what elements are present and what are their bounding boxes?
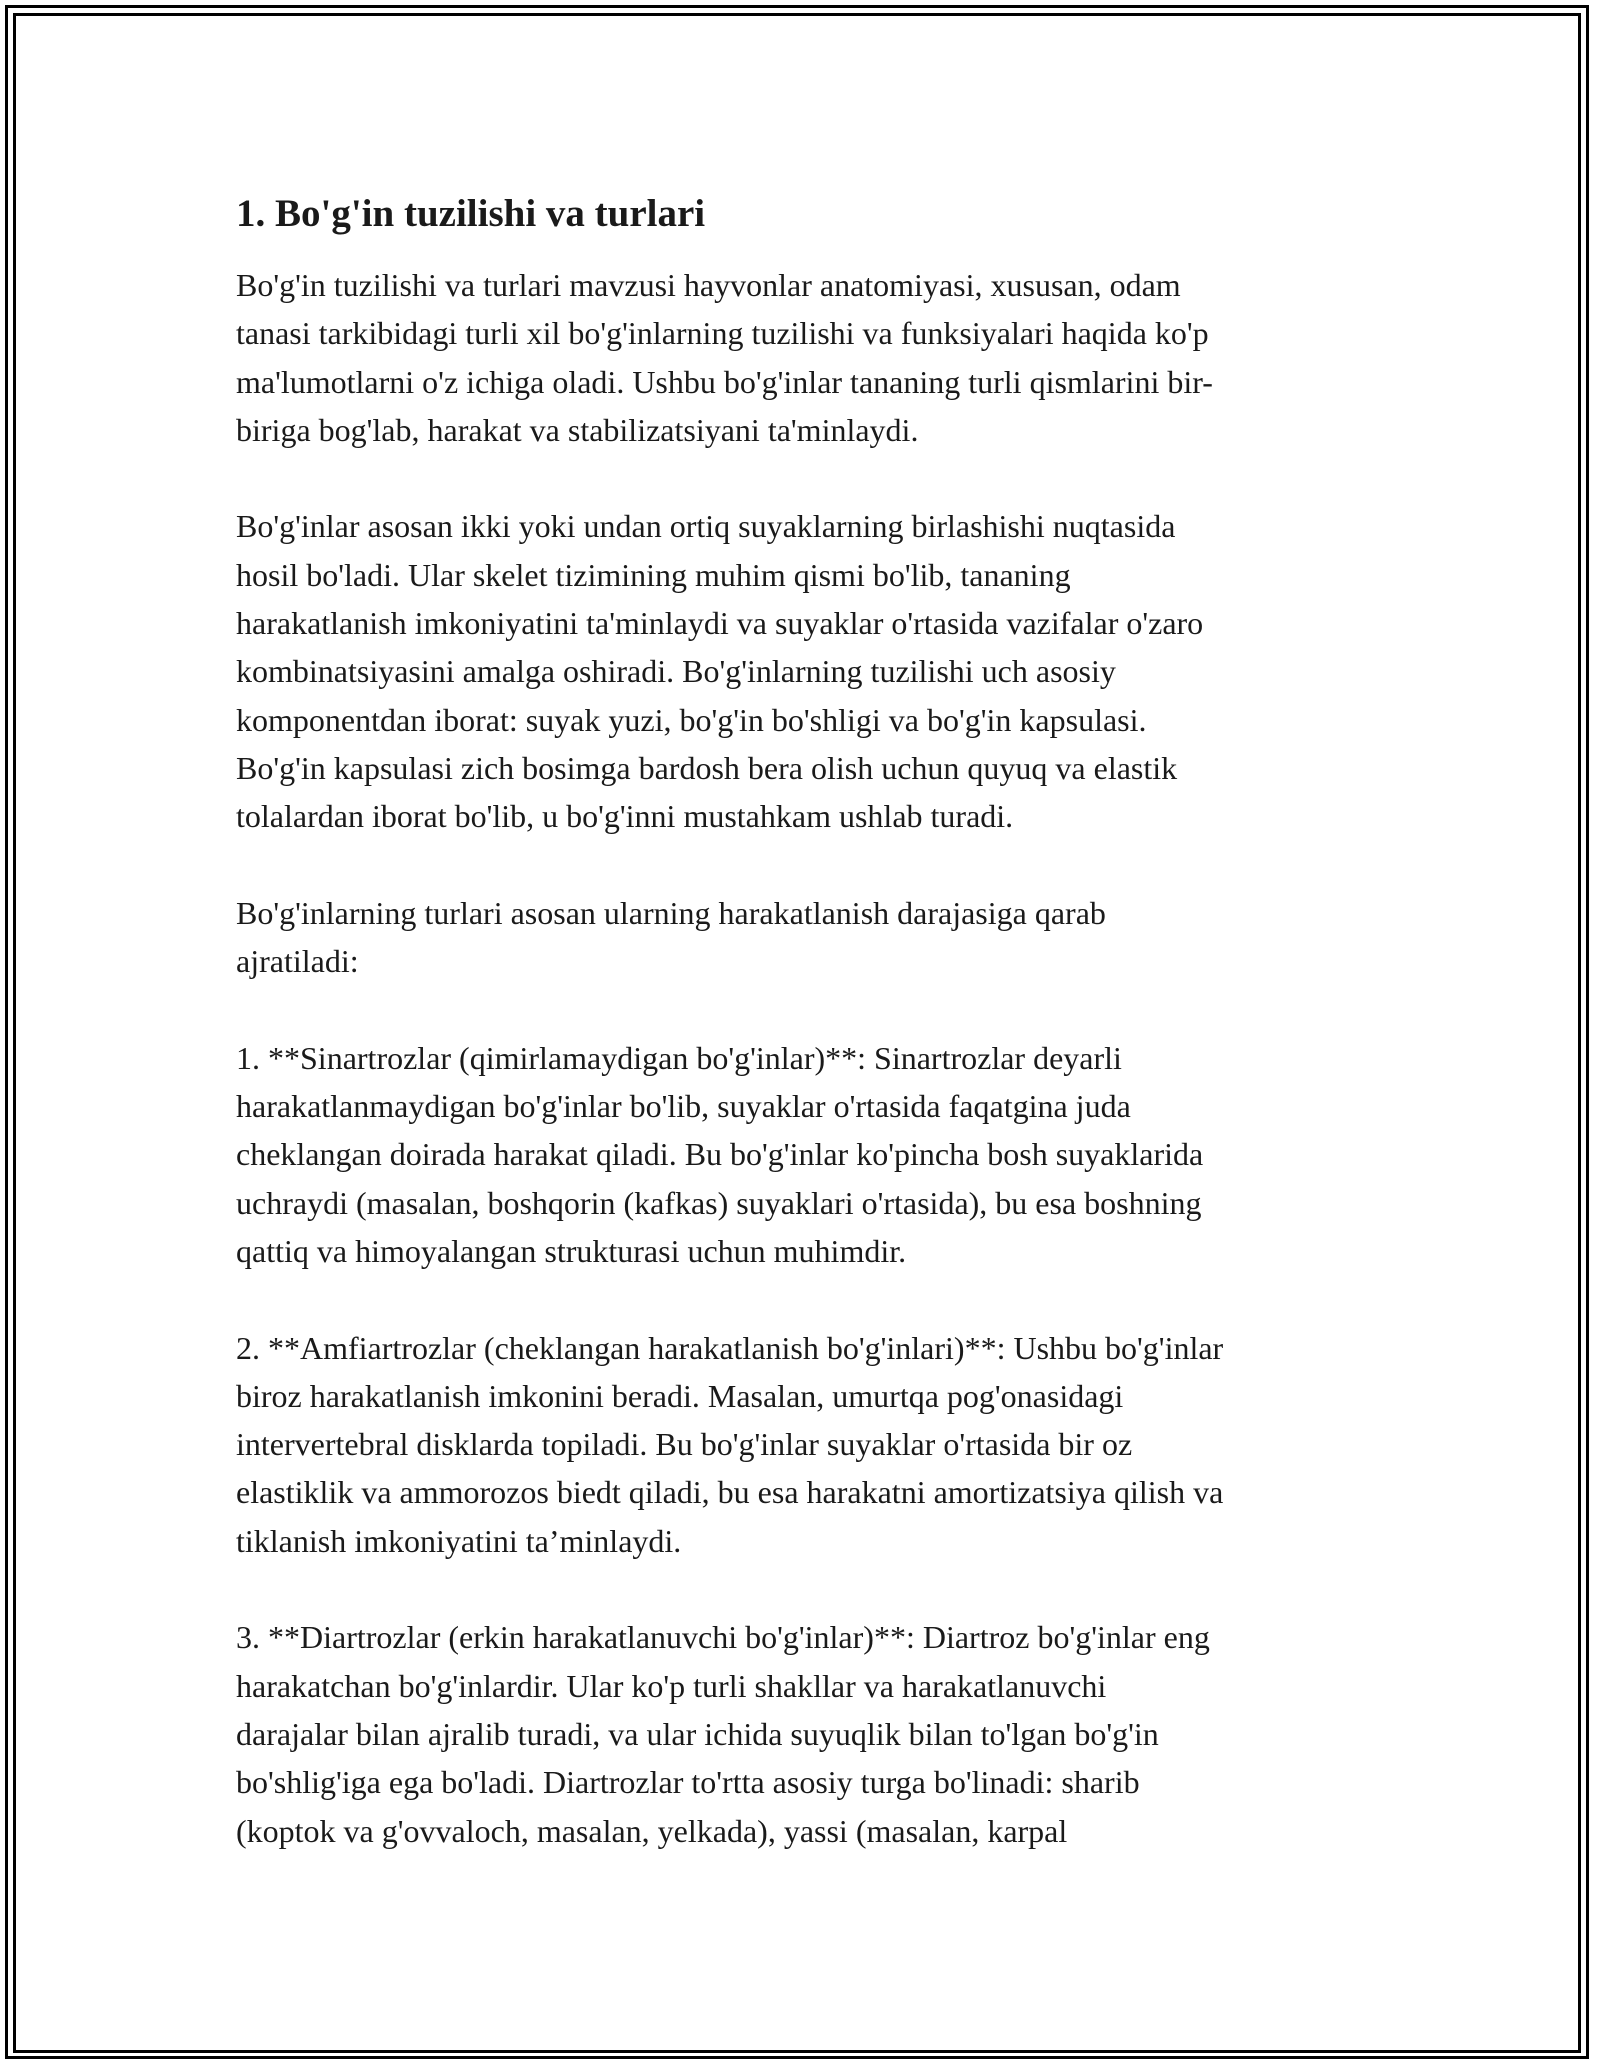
- document-body: [236, 190, 1376, 1903]
- text-line: Bo'g'in tuzilishi va turlari mavzusi hayvonlar anatomiyasi, xususan, odam: [236, 267, 1181, 303]
- text-line: Bo'g'inlar asosan ikki yoki undan ortiq suyaklarning birlashishi nuqtasida: [236, 508, 1176, 545]
- text-line: harakatchan bo'g'inlardir. Ular ko'p turli shakllar va harakatlanuvchi: [236, 1667, 1107, 1704]
- paragraph-list: [236, 261, 1376, 1855]
- text-line: qattiq va himoyalangan strukturasi uchun muhimdir.: [236, 1232, 907, 1269]
- paragraph: [236, 261, 1376, 454]
- text-line: uchraydi (masalan, boshqorin (kafkas) suyaklari o'rtasida), bu esa boshning: [236, 1184, 1202, 1221]
- text-line: Bo'g'in kapsulasi zich bosimga bardosh bera olish uchun quyuq va elastik: [236, 749, 1178, 786]
- text-line: tanasi tarkibidagi turli xil bo'g'inlarning tuzilishi va funksiyalari haqida ko'p: [236, 315, 1209, 352]
- text-line: tiklanish imkoniyatini ta’minlaydi.: [236, 1522, 682, 1559]
- text-line: komponentdan iborat: suyak yuzi, bo'g'in bo'shligi va bo'g'in kapsulasi.: [236, 701, 1147, 738]
- text-line: (koptok va g'ovvaloch, masalan, yelkada), yassi (masalan, karpal: [236, 1812, 1068, 1849]
- text-line: biroz harakatlanish imkonini beradi. Masalan, umurtqa pog'onasidagi: [236, 1377, 1124, 1414]
- text-line: biriga bog'lab, harakat va stabilizatsiyani ta'minlaydi.: [236, 411, 919, 448]
- text-line: 2. **Amfiartrozlar (cheklangan harakatlanish bo'g'inlari)**: Ushbu bo'g'inlar: [236, 1329, 1224, 1366]
- paragraph: [236, 889, 1376, 986]
- text-line: harakatlanish imkoniyatini ta'minlaydi va suyaklar o'rtasida vazifalar o'zaro: [236, 605, 1204, 642]
- text-line: darajalar bilan ajralib turadi, va ular ichida suyuqlik bilan to'lgan bo'g'in: [236, 1715, 1159, 1752]
- paragraph: [236, 1613, 1376, 1854]
- text-line: tolalardan iborat bo'lib, u bo'g'inni mustahkam ushlab turadi.: [236, 798, 1014, 835]
- text-line: 3. **Diartrozlar (erkin harakatlanuvchi bo'g'inlar)**: Diartroz bo'g'inlar eng: [236, 1619, 1210, 1656]
- document-title: 1. Bo'g'in tuzilishi va turlari: [236, 192, 706, 235]
- text-line: cheklangan doirada harakat qiladi. Bu bo'g'inlar ko'pincha bosh suyaklarida: [236, 1136, 1204, 1173]
- text-line: intervertebral disklarda topiladi. Bu bo'g'inlar suyaklar o'rtasida bir oz: [236, 1426, 1133, 1463]
- paragraph: [236, 1324, 1376, 1565]
- text-line: ajratiladi:: [236, 943, 359, 980]
- text-line: 1. **Sinartrozlar (qimirlamaydigan bo'g'inlar)**: Sinartrozlar deyarli: [236, 1039, 1122, 1076]
- text-line: Bo'g'inlarning turlari asosan ularning harakatlanish darajasiga qarab: [236, 894, 1106, 931]
- text-line: ma'lumotlarni o'z ichiga oladi. Ushbu bo'g'inlar tananing turli qismlarini bir-: [236, 363, 1213, 400]
- text-line: hosil bo'ladi. Ular skelet tizimining muhim qismi bo'lib, tananing: [236, 556, 1071, 593]
- text-line: kombinatsiyasini amalga oshiradi. Bo'g'inlarning tuzilishi uch asosiy: [236, 653, 1116, 690]
- paragraph: [236, 502, 1376, 840]
- text-line: harakatlanmaydigan bo'g'inlar bo'lib, suyaklar o'rtasida faqatgina juda: [236, 1088, 1131, 1125]
- text-line: elastiklik va ammorozos biedt qiladi, bu esa harakatni amortizatsiya qilish va: [236, 1474, 1224, 1511]
- paragraph: [236, 1034, 1376, 1275]
- text-line: bo'shlig'iga ega bo'ladi. Diartrozlar to'rtta asosiy turga bo'linadi: sharib: [236, 1764, 1140, 1801]
